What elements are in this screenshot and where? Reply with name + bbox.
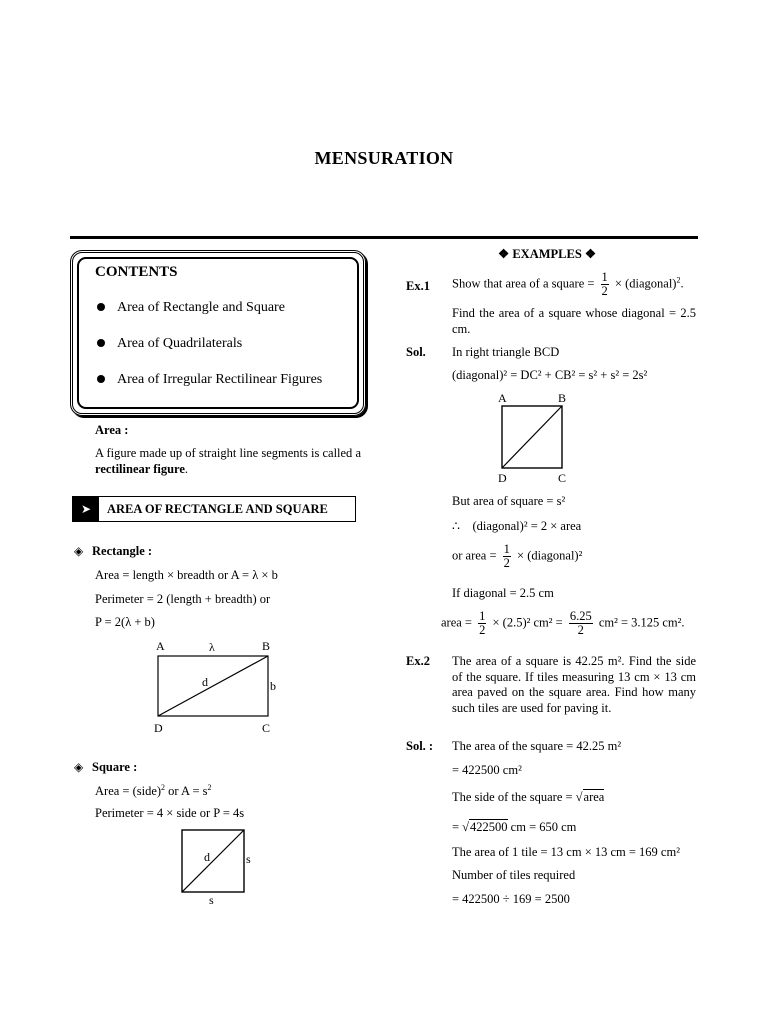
solution-label: Sol. (406, 345, 426, 359)
rectangle-perimeter-formula: Perimeter = 2 (length + breadth) or (95, 592, 271, 606)
length-label: λ (209, 640, 215, 654)
vertex-label-c: C (558, 471, 567, 485)
side-label: s (246, 852, 251, 866)
square-area-formula: Area = (side)$^2$ or $A = s^2$ (95, 783, 212, 799)
arrow-icon: ➤ (73, 497, 99, 521)
contents-item: Area of Irregular Rectilinear Figures (97, 372, 322, 388)
vertex-label-a: A (498, 391, 507, 405)
solution-label: Sol. : (406, 739, 434, 753)
rectangle-figure (150, 636, 290, 738)
ex1-sol-line: In right triangle BCD (452, 345, 560, 359)
ex1-sol-line: But area of square = s² (452, 494, 566, 508)
diagonal-label: d (204, 850, 210, 864)
ex1-square-figure (492, 390, 578, 486)
section-label: AREA OF RECTANGLE AND SQUARE (107, 502, 328, 516)
ex1-question: Show that area of a square = $\frac{1}{2}$ × (diagonal)$^2$. (452, 270, 684, 299)
ex1-question-part2: Find the area of a square whose diagonal = 2.5 cm. (452, 306, 696, 336)
bullet-icon (97, 303, 105, 311)
rectangle-area-formula: Area = length × breadth or A = λ × b (95, 568, 278, 582)
ex2-sol-line: The area of 1 tile = 13 cm × 13 cm = 169 cm² (452, 845, 680, 859)
diamond-bullet-icon: ◈ (74, 760, 84, 774)
vertex-label-a: A (156, 639, 165, 653)
bullet-icon (97, 375, 105, 383)
page-title: MENSURATION (314, 148, 454, 168)
examples-heading: ❖ EXAMPLES ❖ (498, 247, 597, 261)
ex2-sol-line: The area of the square = 42.25 m² (452, 739, 622, 753)
contents-item: Area of Quadrilaterals (97, 336, 242, 352)
ex2-sol-line: = 422500 ÷ 169 = 2500 (452, 892, 570, 906)
vertex-label-c: C (262, 721, 271, 735)
breadth-label: b (270, 679, 276, 693)
side-label: s (209, 893, 214, 907)
ex2-question: The area of a square is 42.25 m². Find the side of the square. If tiles measuring 13 cm × 13 cm area paved on the square area. Find how many such tiles are used for paving it. (452, 654, 696, 715)
vertex-label-d: D (498, 471, 507, 485)
square-perimeter-formula: Perimeter = 4 × side or P = 4s (95, 806, 245, 820)
contents-item: Area of Rectangle and Square (97, 300, 285, 316)
contents-heading: CONTENTS (95, 264, 178, 280)
ex2-sol-line: = √422500 cm = 650 cm (452, 820, 577, 834)
ex1-sol-line: area = $\frac{1}{2}$ × (2.5)² cm² = $\frac{6.25}{2}$ cm² = 3.125 cm². (441, 609, 685, 638)
rectangle-heading: ◈ Rectangle : (74, 544, 153, 558)
area-definition: A figure made up of straight line segments is called a rectilinear figure. (95, 446, 361, 476)
bullet-icon (97, 339, 105, 347)
ex2-sol-line: Number of tiles required (452, 868, 576, 882)
section-header (72, 496, 356, 522)
vertex-label-b: B (262, 639, 271, 653)
square-figure (178, 826, 268, 908)
ex1-sol-line: If diagonal = 2.5 cm (452, 586, 554, 600)
title-rule (70, 236, 698, 239)
vertex-label-b: B (558, 391, 567, 405)
ex1-sol-line: or area = $\frac{1}{2}$ × (diagonal)² (452, 542, 583, 571)
ex1-sol-line: ∴ (diagonal)² = 2 × area (452, 519, 582, 533)
rectangle-perimeter-short: P = 2(λ + b) (95, 615, 155, 629)
diamond-bullet-icon: ◈ (74, 544, 84, 558)
square-heading: ◈ Square : (74, 760, 138, 774)
ex2-sol-line: The side of the square = √area (452, 790, 605, 804)
ex2-sol-line: = 422500 cm² (452, 763, 522, 777)
ex1-sol-line: (diagonal)² = DC² + CB² = s² + s² = 2s² (452, 368, 648, 382)
vertex-label-d: D (154, 721, 163, 735)
example-label: Ex.1 (406, 279, 430, 293)
area-heading: Area : (95, 423, 129, 437)
example-label: Ex.2 (406, 654, 430, 668)
diagonal-label: d (202, 675, 208, 689)
